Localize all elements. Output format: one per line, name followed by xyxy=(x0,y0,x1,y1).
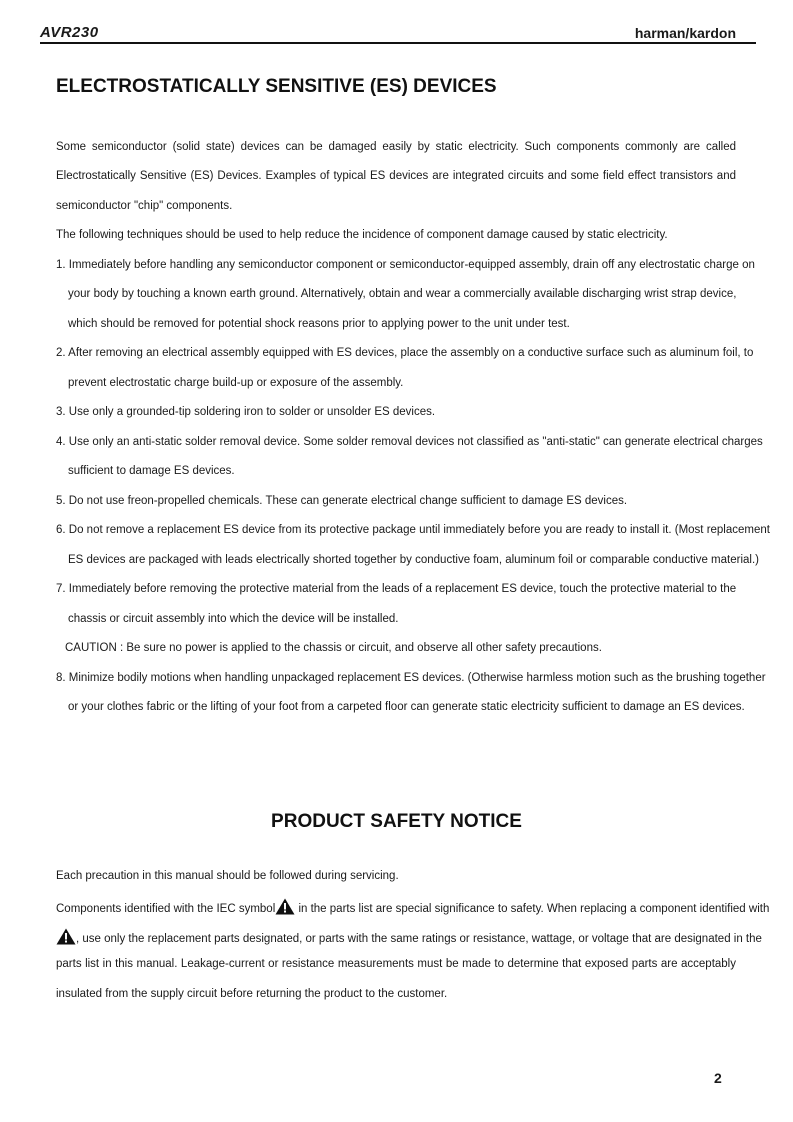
es-paragraph-line: Some semiconductor (solid state) devices can be damaged easily by static electricity. Such components commonly are called xyxy=(56,141,736,153)
page-header xyxy=(40,24,756,44)
safety-paragraph-line: insulated from the supply circuit before returning the product to the customer. xyxy=(56,988,448,1000)
es-list-item-2-cont: prevent electrostatic charge build-up or exposure of the assembly. xyxy=(68,377,404,389)
es-list-item-4-cont: sufficient to damage ES devices. xyxy=(68,465,235,477)
es-list-item-7-cont: chassis or circuit assembly into which the device will be installed. xyxy=(68,613,399,625)
es-paragraph-line: semiconductor "chip" components. xyxy=(56,200,233,212)
safety-section-title: PRODUCT SAFETY NOTICE xyxy=(271,811,522,832)
es-list-item-2: 2. After removing an electrical assembly equipped with ES devices, place the assembly on a conductive surface such as aluminum foil, to xyxy=(56,347,754,359)
safety-text: Components identified with the IEC symbol xyxy=(56,903,276,915)
warning-triangle-icon xyxy=(56,928,76,949)
safety-text: , use only the replacement parts designated, or parts with the same ratings or resistance, wattage, or voltage that are designated in the xyxy=(76,933,762,945)
es-list-item-4: 4. Use only an anti-static solder removal device. Some solder removal devices not classified as "anti-static" can generate electrical charges xyxy=(56,436,763,448)
es-list-item-8: 8. Minimize bodily motions when handling unpackaged replacement ES devices. (Otherwise harmless motion such as the brushing together xyxy=(56,672,766,684)
es-list-item-6: 6. Do not remove a replacement ES device from its protective package until immediately before you are ready to install it. (Most replacement xyxy=(56,524,770,536)
es-list-item-1-cont: which should be removed for potential shock reasons prior to applying power to the unit under test. xyxy=(68,318,570,330)
es-list-item-7: 7. Immediately before removing the protective material from the leads of a replacement ES device, touch the protective material to the xyxy=(56,583,737,595)
es-list-item-6-cont: ES devices are packaged with leads electrically shorted together by conductive foam, aluminum foil or comparable conductive material.) xyxy=(68,554,759,566)
es-list-item-1-cont: your body by touching a known earth ground. Alternatively, obtain and wear a commercially available discharging wrist strap device, xyxy=(68,288,737,300)
es-paragraph-line: The following techniques should be used to help reduce the incidence of component damage caused by static electricity. xyxy=(56,229,668,241)
safety-text: in the parts list are special significance to safety. When replacing a component identified with xyxy=(295,903,770,915)
model-label: AVR230 xyxy=(40,24,99,41)
es-list-item-5: 5. Do not use freon-propelled chemicals. These can generate electrical change sufficient to damage ES devices. xyxy=(56,495,628,507)
caution-note: CAUTION : Be sure no power is applied to the chassis or circuit, and observe all other safety precautions. xyxy=(65,642,602,654)
es-paragraph-line: Electrostatically Sensitive (ES) Devices. Examples of typical ES devices are integrated circuits and some field effect transistors and xyxy=(56,170,736,182)
brand-label: harman/kardon xyxy=(634,25,736,41)
es-section-title: ELECTROSTATICALLY SENSITIVE (ES) DEVICES xyxy=(56,76,497,97)
es-list-item-8-cont: or your clothes fabric or the lifting of your foot from a carpeted floor can generate static electricity sufficient to damage an ES devices. xyxy=(68,701,745,713)
warning-triangle-icon xyxy=(275,898,295,919)
safety-paragraph-line: Each precaution in this manual should be followed during servicing. xyxy=(56,870,399,882)
page-number: 2 xyxy=(714,1070,722,1086)
safety-paragraph-line xyxy=(56,898,770,919)
es-list-item-1: 1. Immediately before handling any semiconductor component or semiconductor-equipped assembly, drain off any electrostatic charge on xyxy=(56,259,755,271)
safety-paragraph-line: parts list in this manual. Leakage-current or resistance measurements must be made to determine that exposed parts are acceptably xyxy=(56,958,736,970)
safety-paragraph-line xyxy=(56,928,762,949)
es-list-item-3: 3. Use only a grounded-tip soldering iron to solder or unsolder ES devices. xyxy=(56,406,436,418)
